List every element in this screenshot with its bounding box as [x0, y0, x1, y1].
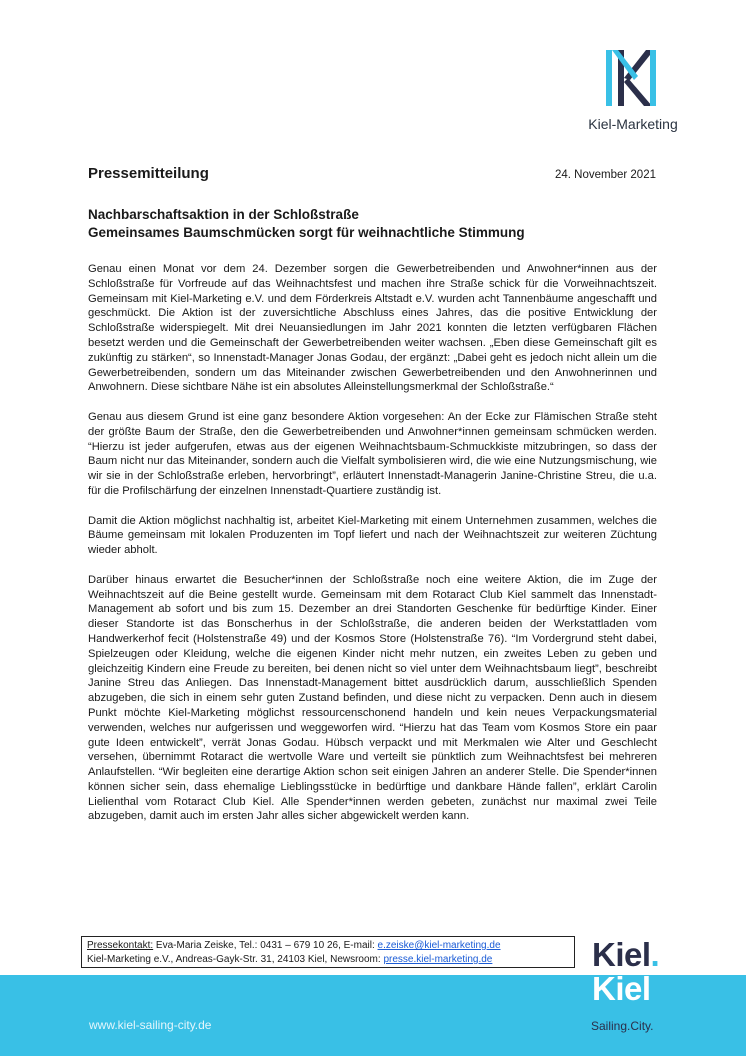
newsroom-link[interactable]: presse.kiel-marketing.de — [383, 954, 493, 965]
headline-line-1: Nachbarschaftsaktion in der Schloßstraße — [88, 207, 359, 222]
contact-address: Kiel-Marketing e.V., Andreas-Gayk-Str. 31, 24103 Kiel, Newsroom: — [87, 954, 384, 965]
headline-line-2: Gemeinsames Baumschmücken sorgt für weihnachtliche Stimmung — [88, 225, 525, 240]
headline — [88, 206, 668, 242]
body-text — [88, 262, 657, 839]
kiel-dot: . — [650, 936, 660, 973]
paragraph-2: Genau aus diesem Grund ist eine ganz besondere Aktion vorgesehen: An der Ecke zur Flämischen Straße steht der größte Baum der Straße, den die Gewerbetreibenden und Anwohner*innen gemeinsam schmücken werden. “Hierzu ist jeder aufgerufen, etwas aus der eigenen Weihnachtsbaum-Schmuckkiste mitzubringen, so dass der Baum nicht nur das Miteinander, sondern auch die Vielfalt symbolisieren wird, die wie eine Nutzungsmischung, wie wir sie in der Schloßstraße erleben, hervorbringt”, erläutert Innenstadt-Managerin Janine-Christine Streu, die u.a. für die Profilschärfung der einzelnen Innenstadt-Quartiere zuständig ist. — [88, 410, 657, 497]
kiel-word: Kiel — [592, 936, 651, 973]
contact-line-1 — [87, 939, 574, 953]
contact-person: Eva-Maria Zeiske, Tel.: 0431 – 679 10 26, E-mail: — [153, 940, 378, 951]
paragraph-4: Darüber hinaus erwartet die Besucher*innen der Schloßstraße noch eine weitere Aktion, die im Zuge der Weihnachtszeit auf die Beine gestellt wurde. Gemeinsam mit dem Rotaract Club Kiel sammelt das Innenstadt-Management ab sofort und bis zum 15. Dezember an drei Standorten Geschenke für bedürftige Kinder. Einer dieser Standorte ist das Bonscherhus in der Schloßstraße, die anderen beiden der Werkstattladen vom Handwerkerhof fecit (Holstenstraße 49) und der Kosmos Store (Holstenstraße 76). “Im Vordergrund steht dabei, Spielzeugen oder Kleidung, welche die eigenen Kinder nicht mehr nutzen, ein zweites Leben zu geben und gleichzeitig Kindern eine Freude zu bereiten, bei denen nicht so viel unter dem Weihnachtsbaum liegt”, beschreibt Janine Streu das Anliegen. Das Innenstadt-Management bittet ausdrücklich darum, ausschließlich Spenden abzugeben, die sich in einem sehr guten Zustand befinden, und diese nicht zu verpacken. Denn auch in diesem Punkt möchte Kiel-Marketing möglichst ressourcenschonend handeln und kein neues Verpackungsmaterial verwenden, welches nur aufgerissen und weggeworfen wird. “Hierzu hat das Team vom Kosmos Store ein paar gute Ideen entwickelt”, verrät Jonas Godau. Hübsch verpackt und mit Merkmalen wie Alter und Geschlecht versehen, übernimmt Rotaract die wertvolle Ware und verteilt sie pünktlich zum Weihnachtsfest bei mehreren Anlaufstellen. “Wir begleiten eine derartige Aktion schon seit einigen Jahren an anderer Stelle. Die Spender*innen können sicher sein, dass ehemalige Lieblingsstücke in bedürftige und dankbare Hände fallen”, erklärt Carolin Lielienthal vom Rotaract Club Kiel. Alle Spender*innen werden gebeten, zunächst nur maximal zwei Teile abzugeben, damit auch im ersten Jahr alles sicher abgewickelt werden kann. — [88, 573, 657, 823]
press-date: 24. November 2021 — [554, 169, 656, 181]
logo-text: Kiel-Marketing — [588, 116, 678, 132]
kiel-wordmark-mirror: Kiel — [592, 970, 651, 1007]
contact-line-2 — [87, 953, 574, 967]
paragraph-1: Genau einen Monat vor dem 24. Dezember sorgen die Gewerbetreibenden und Anwohner*innen aus der Schloßstraße für Vorfreude auf das Weihnachtsfest und machen ihre Straße schick für die Vorweihnachtszeit. Gemeinsam mit Kiel-Marketing e.V. und dem Förderkreis Altstadt e.V. wurden acht Tannenbäume angeschafft und geschmückt. Die Aktion ist der zuversichtliche Abschluss eines Jahres, das die positive Entwicklung der Schloßstraße widerspiegelt. Mit drei Neuansiedlungen im Jahr 2021 konnten die letzten verfügbaren Flächen besetzt werden und die Gemeinschaft der Gewerbetreibenden weiter wachsen. „Eben diese Gemeinschaft gilt es zukünftig zu stärken“, so Innenstadt-Manager Jonas Godau, der ergänzt: „Dabei geht es jedoch nicht allein um die Gewerbetreibenden, sondern um das Miteinander zwischen Gewerbetreibenden und den Anwohnerinnen und Anwohnern. Diese sichtbare Nähe ist ein absolutes Alleinstellungsmerkmal der Schloßstraße.“ — [88, 263, 657, 394]
footer-url[interactable]: www.kiel-sailing-city.de — [89, 1018, 212, 1032]
km-logo-icon — [594, 44, 672, 112]
doc-type-title: Pressemitteilung — [88, 165, 209, 182]
press-contact-box — [81, 936, 575, 968]
kiel-logo — [592, 936, 682, 973]
contact-email-link[interactable]: e.zeiske@kiel-marketing.de — [377, 940, 501, 951]
paragraph-3: Damit die Aktion möglichst nachhaltig ist, arbeitet Kiel-Marketing mit einem Unternehmen zusammen, welches die Bäume gemeinsam mit lokalen Produzenten im Topf liefert und nach der Weihnachtszeit zur weiteren Züchtung wieder abholt. — [88, 514, 657, 557]
kiel-marketing-logo — [588, 44, 678, 136]
footer-slogan: Sailing.City. — [591, 1019, 654, 1033]
footer-band — [0, 970, 746, 1056]
kiel-wordmark — [592, 936, 682, 973]
contact-label: Pressekontakt: — [87, 940, 154, 951]
